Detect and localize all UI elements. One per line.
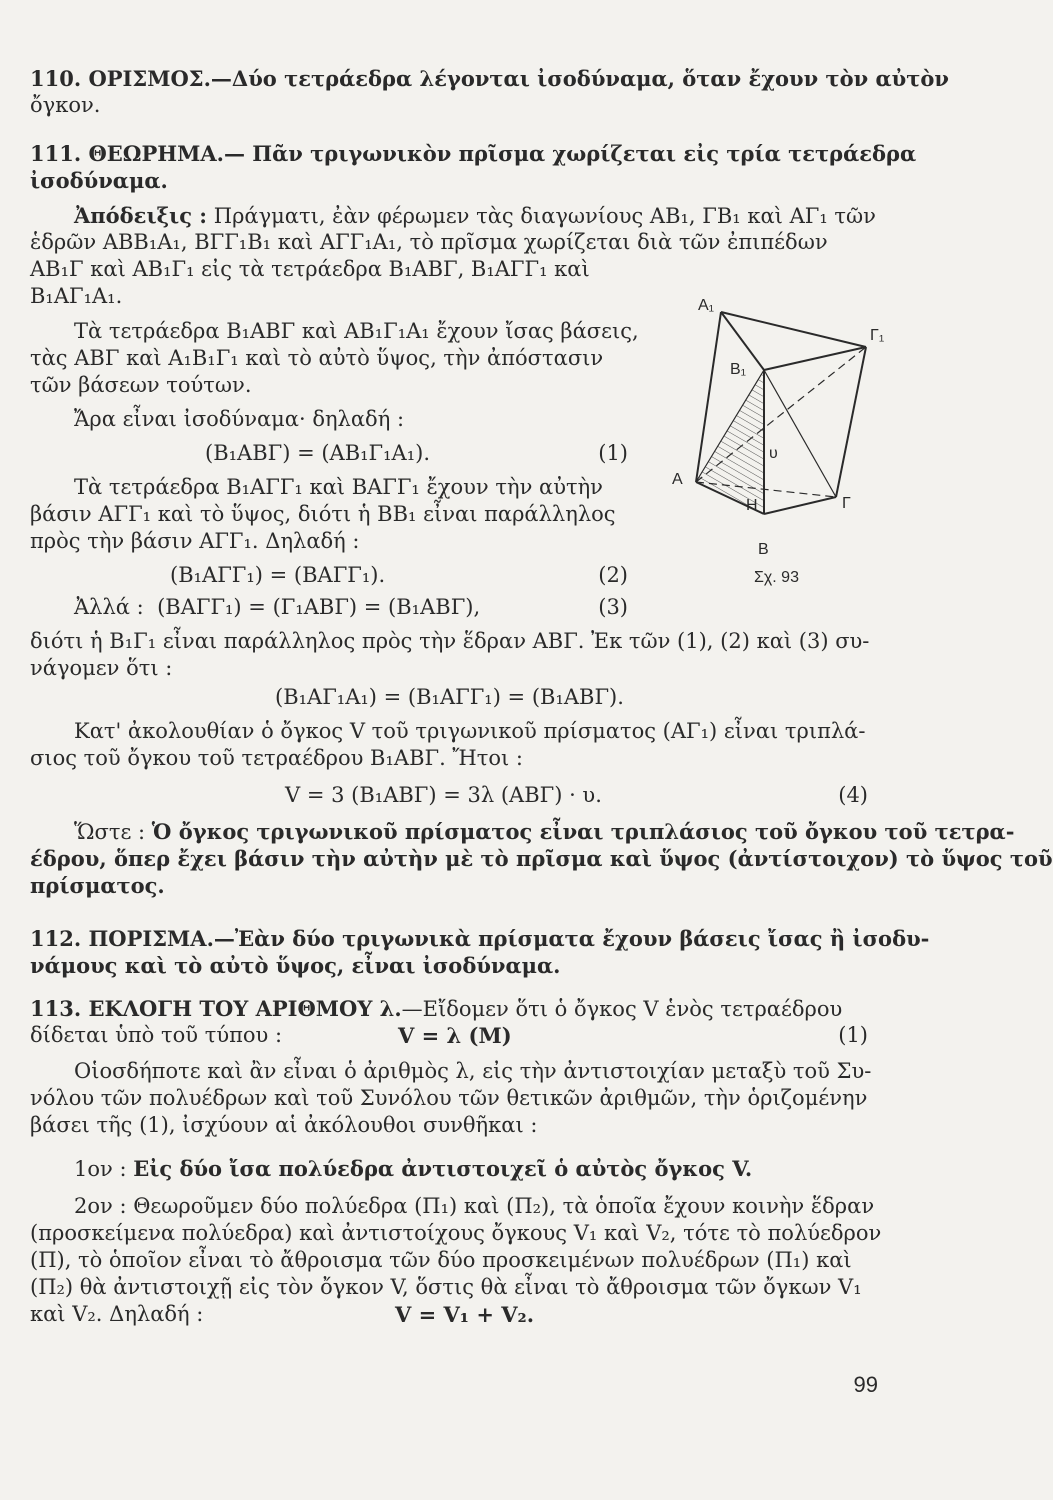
sec-113-line1 xyxy=(30,995,874,1023)
equation-1-number: (1) xyxy=(598,441,628,465)
condition-2-line2: (προσκείμενα πολύεδρα) καὶ ἀντιστοίχους ὄγκους V₁ καὶ V₂, τότε τὸ πολύεδρον xyxy=(30,1221,882,1245)
proof-line1 xyxy=(74,202,874,230)
sec-113-line3: Οἱοσδήποτε καὶ ἂν εἶναι ὁ ἀριθμὸς λ, εἰς τὴν ἀντιστοιχίαν μεταξὺ τοῦ Συ- xyxy=(74,1059,872,1083)
proof-line8: Ἄρα εἶναι ἰσοδύναμα· δηλαδή : xyxy=(74,407,405,431)
diagonal-a-g1-hidden xyxy=(696,347,866,482)
proof-line11: πρὸς τὴν βάσιν ΑΓΓ₁. Δηλαδή : xyxy=(30,529,360,553)
cor-112-line2: νάμους καὶ τὸ αὐτὸ ὕψος, εἶναι ἰσοδύναμα. xyxy=(30,953,561,978)
proof-line3: ΑΒ₁Γ καὶ ΑΒ₁Γ₁ εἰς τὰ τετράεδρα Β₁ΑΒΓ, Β₁ΑΓΓ₁ καὶ xyxy=(30,257,590,281)
equation-4: (Β₁ΑΓ₁Α₁) = (Β₁ΑΓΓ₁) = (Β₁ΑΒΓ). xyxy=(275,685,624,709)
condition-2-line4: (Π₂) θὰ ἀντιστοιχῇ εἰς τὸν ὄγκον V, ὅστις θὰ εἶναι τὸ ἄθροισμα τῶν ὄγκων V₁ xyxy=(30,1275,862,1299)
condition-2-equation: V = V₁ + V₂. xyxy=(395,1302,535,1327)
equation-2-text: (Β₁ΑΓΓ₁) = (ΒΑΓΓ₁). xyxy=(170,563,386,587)
equation-5-text: V = 3 (Β₁ΑΒΓ) = 3λ (ΑΒΓ) · υ. xyxy=(285,783,602,807)
equation-3 xyxy=(74,594,628,621)
sec-113-line4: νόλου τῶν πολυέδρων καὶ τοῦ Συνόλου τῶν θετικῶν ἀριθμῶν, τὴν ὁριζομένην xyxy=(30,1086,868,1110)
formula-intro: δίδεται ὑπὸ τοῦ τύπου : xyxy=(30,1023,283,1047)
def-110-line1 xyxy=(30,65,949,93)
cor-112-heading: 112. ΠΟΡΙΣΜΑ. xyxy=(30,926,214,951)
proof-line15: σιος τοῦ ὄγκου τοῦ τετραέδρου Β₁ΑΒΓ. Ἤτοι : xyxy=(30,746,524,770)
label-g1: Γ₁ xyxy=(870,327,885,344)
alla-label: Ἀλλά : xyxy=(74,595,144,619)
proof-line12: διότι ἡ Β₁Γ₁ εἶναι παράλληλος πρὸς τὴν ἕδραν ΑΒΓ. Ἐκ τῶν (1), (2) καὶ (3) συ- xyxy=(30,629,870,653)
equation-3-text: (ΒΑΓΓ₁) = (Γ₁ΑΒΓ) = (Β₁ΑΒΓ), xyxy=(157,595,481,619)
sec-113-heading: 113. ΕΚΛΟΓΗ ΤΟΥ ΑΡΙΘΜΟΥ λ. xyxy=(30,996,402,1021)
condition-1 xyxy=(74,1155,874,1183)
proof-line6: τὰς ΑΒΓ καὶ Α₁Β₁Γ₁ καὶ τὸ αὐτὸ ὕψος, τὴν ἀπόστασιν xyxy=(30,346,604,370)
conclusion-label: Ὥστε : xyxy=(74,820,146,844)
prism-diagram xyxy=(666,292,896,602)
conclusion-line1 xyxy=(74,818,1015,846)
label-g: Γ xyxy=(842,495,851,512)
equation-3-number: (3) xyxy=(598,595,628,619)
proof-line7: τῶν βάσεων τούτων. xyxy=(30,373,252,397)
diagonal-b1-g xyxy=(764,370,836,497)
formula-1: V = λ (Μ) xyxy=(398,1023,512,1048)
equation-5 xyxy=(285,782,874,809)
condition-1-text: Εἰς δύο ἴσα πολύεδρα ἀντιστοιχεῖ ὁ αὐτὸς ὄγκος V. xyxy=(133,1156,753,1181)
thm-111-line1 xyxy=(30,140,917,168)
conclusion-line3: πρίσματος. xyxy=(30,873,165,898)
label-a: Α xyxy=(672,471,683,488)
def-110-line2: ὄγκον. xyxy=(30,93,101,117)
hatched-face xyxy=(696,370,764,514)
formula-1-number: (1) xyxy=(838,1023,868,1047)
condition-2-line5: καὶ V₂. Δηλαδή : xyxy=(30,1302,204,1326)
cor-112-line1 xyxy=(30,925,930,953)
label-a1: Α₁ xyxy=(698,297,715,314)
edge-g1-g xyxy=(836,347,866,497)
thm-111-heading: 111. ΘΕΩΡΗΜΑ. xyxy=(30,141,224,166)
proof-line2: ἑδρῶν ΑΒΒ₁Α₁, ΒΓΓ₁Β₁ καὶ ΑΓΓ₁Α₁, τὸ πρῖσμα χωρίζεται διὰ τῶν ἐπιπέδων xyxy=(30,230,828,254)
conclusion-line2: έδρου, ὅπερ ἔχει βάσιν τὴν αὐτὴν μὲ τὸ πρῖσμα καὶ ὕψος (ἀντίστοιχον) τὸ ὕψος τοῦ xyxy=(30,846,1053,871)
condition-2-line3: (Π), τὸ ὁποῖον εἶναι τὸ ἄθροισμα τῶν δύο προσκειμένων πολυέδρων (Π₁) καὶ xyxy=(30,1248,852,1272)
proof-text-1: Πράγματι, ἐὰν φέρωμεν τὰς διαγωνίους ΑΒ₁, ΓΒ₁ καὶ ΑΓ₁ τῶν xyxy=(213,204,876,228)
sec-113-text: —Εἴδομεν ὅτι ὁ ὄγκος V ἑνὸς τετραέδρου xyxy=(401,997,843,1021)
equation-5-number: (4) xyxy=(838,783,868,807)
conclusion-text-1: Ὁ ὄγκος τριγωνικοῦ πρίσματος εἶναι τριπλάσιος τοῦ ὄγκου τοῦ τετρα- xyxy=(151,819,1015,844)
condition-2-line1: 2ον : Θεωροῦμεν δύο πολύεδρα (Π₁) καὶ (Π₂), τὰ ὁποῖα ἔχουν κοινὴν ἕδραν xyxy=(74,1194,875,1218)
condition-1-label: 1ον : xyxy=(74,1157,127,1181)
label-b: Β xyxy=(758,541,769,558)
thm-111-line2: ἰσοδύναμα. xyxy=(30,168,168,193)
figure-caption: Σχ. 93 xyxy=(754,569,799,586)
equation-2-number: (2) xyxy=(598,563,628,587)
equation-1 xyxy=(205,440,628,467)
label-h: Η xyxy=(746,497,758,514)
prism-figure xyxy=(666,292,896,602)
proof-line13: νάγομεν ὅτι : xyxy=(30,656,173,680)
sec-113-line5: βάσει τῆς (1), ἰσχύουν αἱ ἀκόλουθοι συνθῆκαι : xyxy=(30,1113,538,1137)
thm-111-text: — Πᾶν τριγωνικὸν πρῖσμα χωρίζεται εἰς τρία τετράεδρα xyxy=(223,141,917,166)
proof-line5: Τὰ τετράεδρα Β₁ΑΒΓ καὶ ΑΒ₁Γ₁Α₁ ἔχουν ἴσας βάσεις, xyxy=(74,319,639,343)
def-110-text: —Δύο τετράεδρα λέγονται ἰσοδύναμα, ὅταν ἔχουν τὸν αὐτὸν xyxy=(210,66,949,91)
equation-1-text: (Β₁ΑΒΓ) = (ΑΒ₁Γ₁Α₁). xyxy=(205,441,431,465)
equation-2 xyxy=(170,562,628,589)
proof-label: Ἀπόδειξις : xyxy=(74,203,208,228)
proof-line10: βάσιν ΑΓΓ₁ καὶ τὸ ὕψος, διότι ἡ ΒΒ₁ εἶναι παράλληλος xyxy=(30,502,616,526)
proof-line9: Τὰ τετράεδρα Β₁ΑΓΓ₁ καὶ ΒΑΓΓ₁ ἔχουν τὴν αὐτὴν xyxy=(74,475,603,499)
cor-112-text: —Ἐὰν δύο τριγωνικὰ πρίσματα ἔχουν βάσεις ἴσας ἢ ἰσοδυ- xyxy=(213,926,930,951)
label-b1: Β₁ xyxy=(730,361,747,378)
label-u: υ xyxy=(769,445,778,462)
proof-line4: Β₁ΑΓ₁Α₁. xyxy=(30,284,123,308)
edge-b-g xyxy=(764,497,836,514)
page-number: 99 xyxy=(853,1372,878,1397)
def-110-heading: 110. ΟΡΙΣΜΟΣ. xyxy=(30,66,211,91)
proof-line14: Κατ' ἀκολουθίαν ὁ ὄγκος V τοῦ τριγωνικοῦ πρίσματος (ΑΓ₁) εἶναι τριπλά- xyxy=(74,719,866,743)
